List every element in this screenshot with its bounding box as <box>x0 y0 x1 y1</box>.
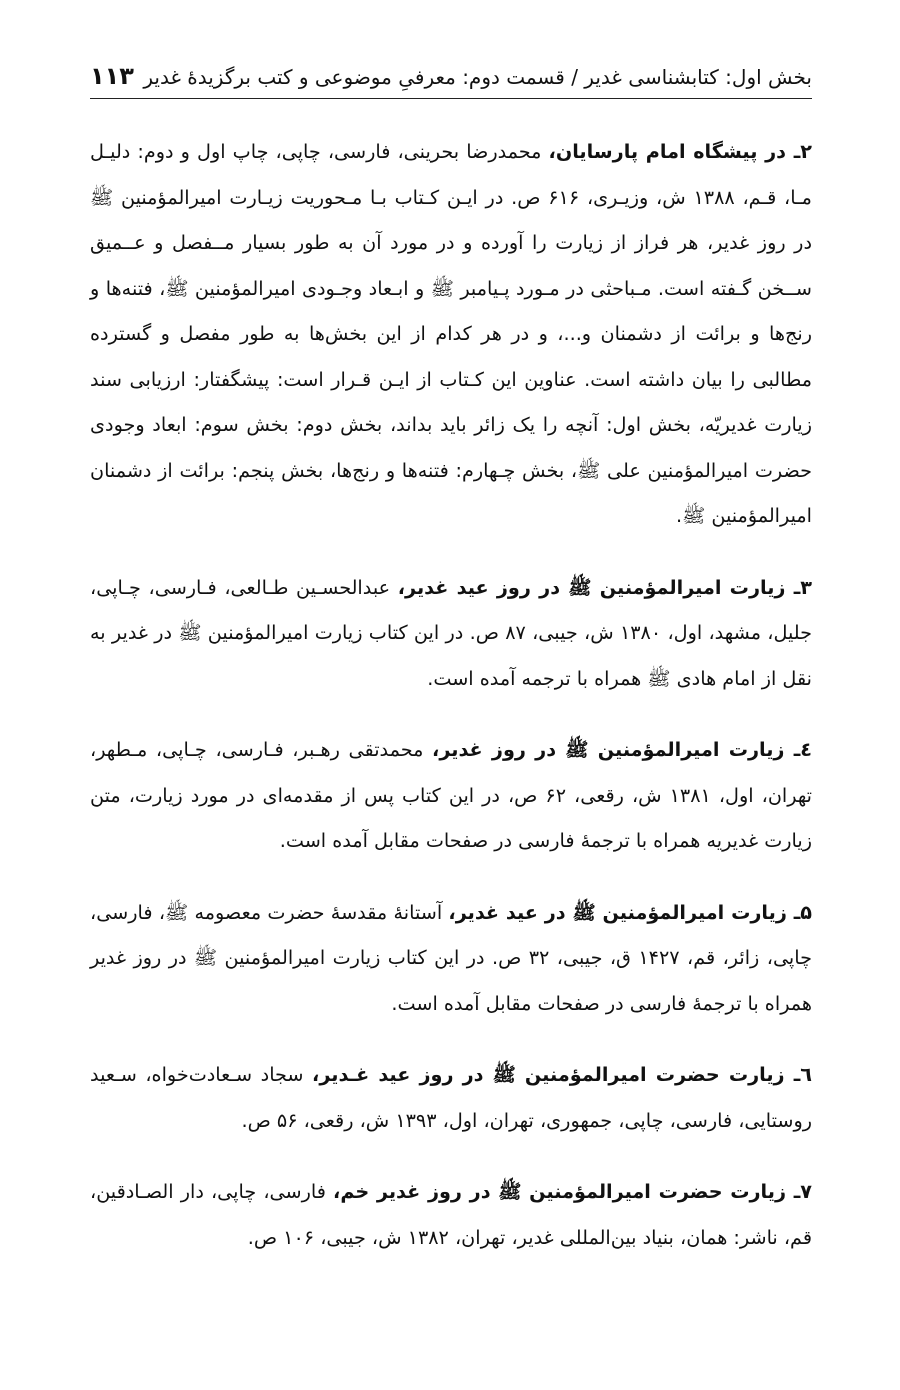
entry-title: ۳ـ زیارت امیرالمؤمنین ﷺ در روز عید غدیر، <box>397 575 812 599</box>
entry-title: ۵ـ زیارت امیرالمؤمنین ﷺ در عید غدیر، <box>448 900 812 924</box>
page-number: ۱۱۳ <box>90 62 134 90</box>
entry-title: ٤ـ زیارت امیرالمؤمنین ﷺ در روز غدیر، <box>432 738 812 761</box>
bibliography-entry-2 <box>90 129 812 539</box>
entry-body: عبدالحسـین طـالعی، فـارسی، چـاپی، جلیل، مشهد، اول، ۱۳۸۰ ش، جیبی، ۸۷ ص. در این کتاب زیارت امیرالمؤمنین ﷺ در غدیر به نقل از امام هادی ﷺ همراه با ترجمه آمده است. <box>90 575 813 690</box>
bibliography-entry-5 <box>90 890 812 1027</box>
bibliography-entry-7 <box>90 1169 812 1260</box>
bibliography-entry-3 <box>90 565 812 702</box>
entry-title: ۷ـ زیارت حضرت امیرالمؤمنین ﷺ در روز غدیر خم، <box>333 1180 812 1203</box>
running-header <box>90 62 812 99</box>
entry-title: ۲ـ در پیشگاه امام پارسایان، <box>548 140 812 163</box>
entry-body: سجاد سـعادت‌خواه، سـعید روستایی، فارسی، چاپی، جمهوری، تهران، اول، ۱۳۹۳ ش، رقعی، ۵۶ ص. <box>90 1063 812 1132</box>
entry-title: ٦ـ زیارت حضرت امیرالمؤمنین ﷺ در روز عید غـدیر، <box>312 1063 812 1086</box>
entry-body: فارسی، چاپی، دار الصـادقین، قم، ناشر: همان، بنیاد بین‌المللی غدیر، تهران، ۱۳۸۲ ش، جیبی، ۱۰۶ ص. <box>90 1180 812 1249</box>
running-title: بخش اول: کتابشناسی غدیر / قسمت دوم: معرفیِ موضوعی و کتب برگزیدهٔ غدیر <box>143 65 812 89</box>
entry-body: محمدتقی رهـبر، فـارسی، چـاپی، مـطهر، تهران، اول، ۱۳۸۱ ش، رقعی، ۶۲ ص، در این کتاب پس از مقدمه‌ای در مورد زیارت، متن زیارت غدیریه همراه با ترجمهٔ فارسی در صفحات مقابل آمده است. <box>90 738 813 852</box>
entry-body: محمدرضا بحرینی، فارسی، چاپی، چاپ اول و دوم: دلیـل مـا، قـم، ۱۳۸۸ ش، وزیـری، ۶۱۶ ص. در ایـن کـتاب بـا مـحوریت زیـارت امیرالمؤمنین ﷺ در روز غدیر، هر فراز از زیارت را آورده و در مورد آن به طور بسیار مــفصل و عــمیق ســخن گـفته است. مـباحثی در مـورد پـیامبر ﷺ و ابـعاد وجـودی امیرالمؤمنین ﷺ، فتنه‌ها و رنج‌ها و برائت از دشمنان و...، و در هر کدام از این بخش‌ها به طور مفصل و گسترده مطالبی را بیان داشته است. عناوین این کـتاب از ایـن قـرار است: پیشگفتار: ارزیابی سند زیارت غدیریّه، بخش اول: آنچه را یک زائر باید بداند، بخش دوم: بخش سوم: ابعاد وجودی حضرت امیرالمؤمنین علی ﷺ، بخش چـهارم: فتنه‌ها و رنج‌ها، بخش پنجم: برائت از دشمنان امیرالمؤمنین ﷺ. <box>90 140 812 527</box>
book-page <box>90 62 812 1286</box>
bibliography-entry-4 <box>90 727 812 864</box>
bibliography-entry-6 <box>90 1052 812 1143</box>
entry-body: آستانهٔ مقدسهٔ حضرت معصومه ﷺ، فارسی، چاپی، زائر، قم، ۱۴۲۷ ق، جیبی، ۳۲ ص. در این کتاب زیارت امیرالمؤمنین ﷺ در روز غدیر همراه با ترجمهٔ فارسی در صفحات مقابل آمده است. <box>90 900 812 1015</box>
